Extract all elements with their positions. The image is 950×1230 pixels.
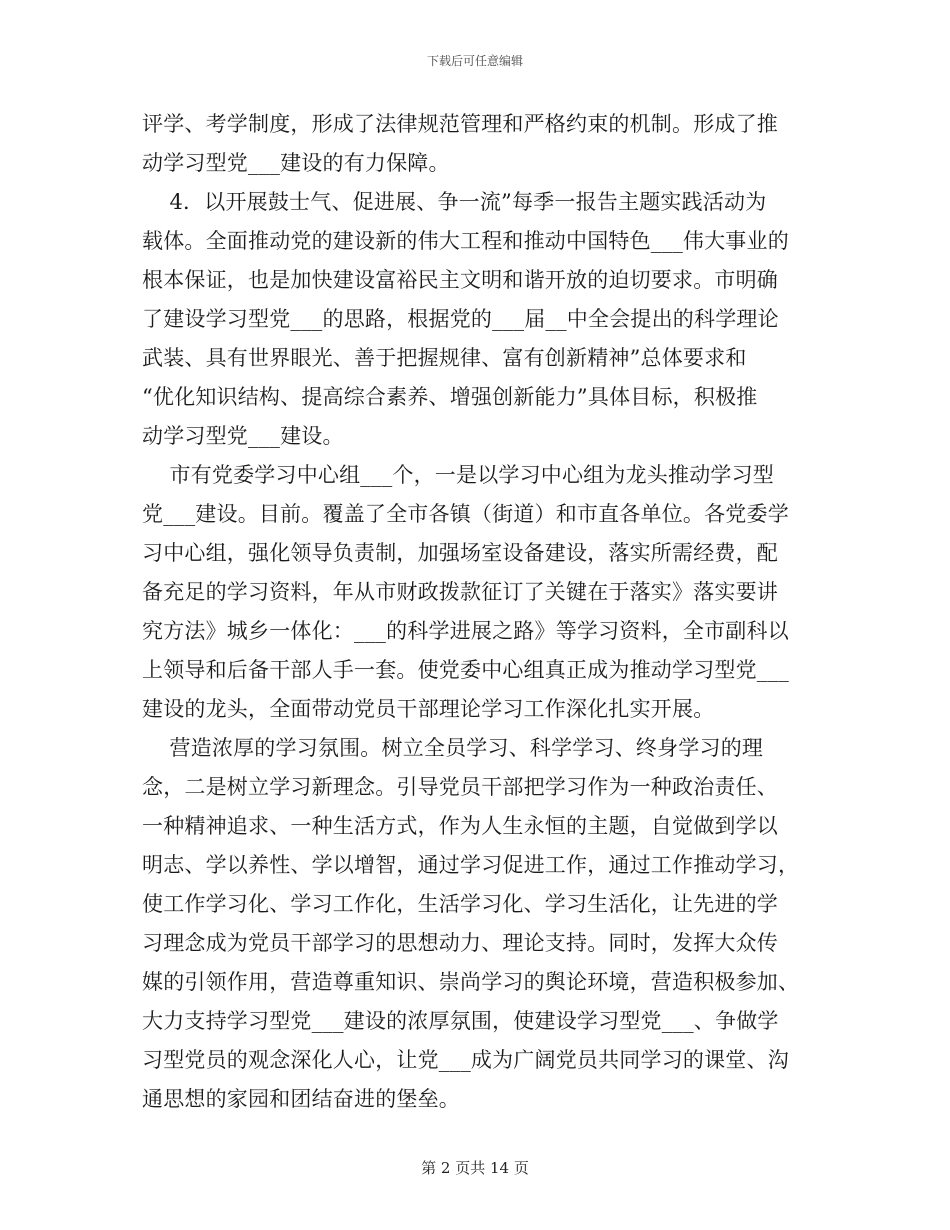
- page-number: 第 2 页共 14 页: [421, 1159, 529, 1177]
- body-line: 4．以开展鼓士气、促进展、争一流”每季一报告主题实践活动为: [142, 190, 767, 214]
- body-line: 评学、考学制度，形成了法律规范管理和严格约束的机制。形成了推: [142, 112, 778, 136]
- body-line: “优化知识结构、提高综合素养、增强创新能力”具体目标，积极推: [142, 385, 758, 409]
- body-line: 习中心组，强化领导负责制，加强场室设备建设，落实所需经费，配: [142, 541, 778, 565]
- body-line: 载体。全面推动党的建设新的伟大工程和推动中国特色___伟大事业的: [142, 229, 789, 253]
- body-line: 备充足的学习资料，年从市财政拨款征订了关键在于落实》落实要讲: [142, 580, 778, 604]
- body-line: 媒的引领作用，营造尊重知识、崇尚学习的舆论环境，营造积极参加、: [142, 970, 800, 994]
- body-line: 一种精神追求、一种生活方式，作为人生永恒的主题，自觉做到学以: [142, 814, 778, 838]
- body-line: 大力支持学习型党___建设的浓厚氛围，使建设学习型党___、争做学: [142, 1009, 779, 1033]
- body-line: 营造浓厚的学习氛围。树立全员学习、科学学习、终身学习的理: [142, 736, 764, 760]
- body-line: 武装、具有世界眼光、善于把握规律、富有创新精神”总体要求和: [142, 346, 747, 370]
- body-line: 念，二是树立学习新理念。引导党员干部把学习作为一种政治责任、: [142, 775, 778, 799]
- body-line: 动学习型党___建设。: [142, 424, 344, 448]
- body-line: 使工作学习化、学习工作化，生活学习化、学习生活化，让先进的学: [142, 892, 778, 916]
- body-line: 习型党员的观念深化人心，让党___成为广阔党员共同学习的课堂、沟: [142, 1048, 789, 1072]
- body-line: 建设的龙头，全面带动党员干部理论学习工作深化扎实开展。: [142, 697, 715, 721]
- body-line: 上领导和后备干部人手一套。使党委中心组真正成为推动学习型党___: [142, 658, 789, 682]
- document-body: [142, 105, 810, 1119]
- body-line: 市有党委学习中心组___个，一是以学习中心组为龙头推动学习型: [142, 463, 774, 487]
- body-line: 根本保证，也是加快建设富裕民主文明和谐开放的迫切要求。市明确: [142, 268, 778, 292]
- body-line: 党___建设。目前。覆盖了全市各镇（街道）和市直各单位。各党委学: [142, 502, 789, 526]
- body-line: 动学习型党___建设的有力保障。: [142, 151, 450, 175]
- body-line: 究方法》城乡一体化：___的科学进展之路》等学习资料，全市副科以: [142, 619, 789, 643]
- page-header: 下载后可任意编辑: [426, 54, 523, 68]
- body-line: 了建设学习型党___的思路，根据党的___届__中全会提出的科学理论: [142, 307, 779, 331]
- body-line: 明志、学以养性、学以增智，通过学习促进工作，通过工作推动学习，: [142, 853, 800, 877]
- body-line: 习理念成为党员干部学习的思想动力、理论支持。同时，发挥大众传: [142, 931, 778, 955]
- body-line: 通思想的家园和团结奋进的堡垒。: [142, 1087, 460, 1111]
